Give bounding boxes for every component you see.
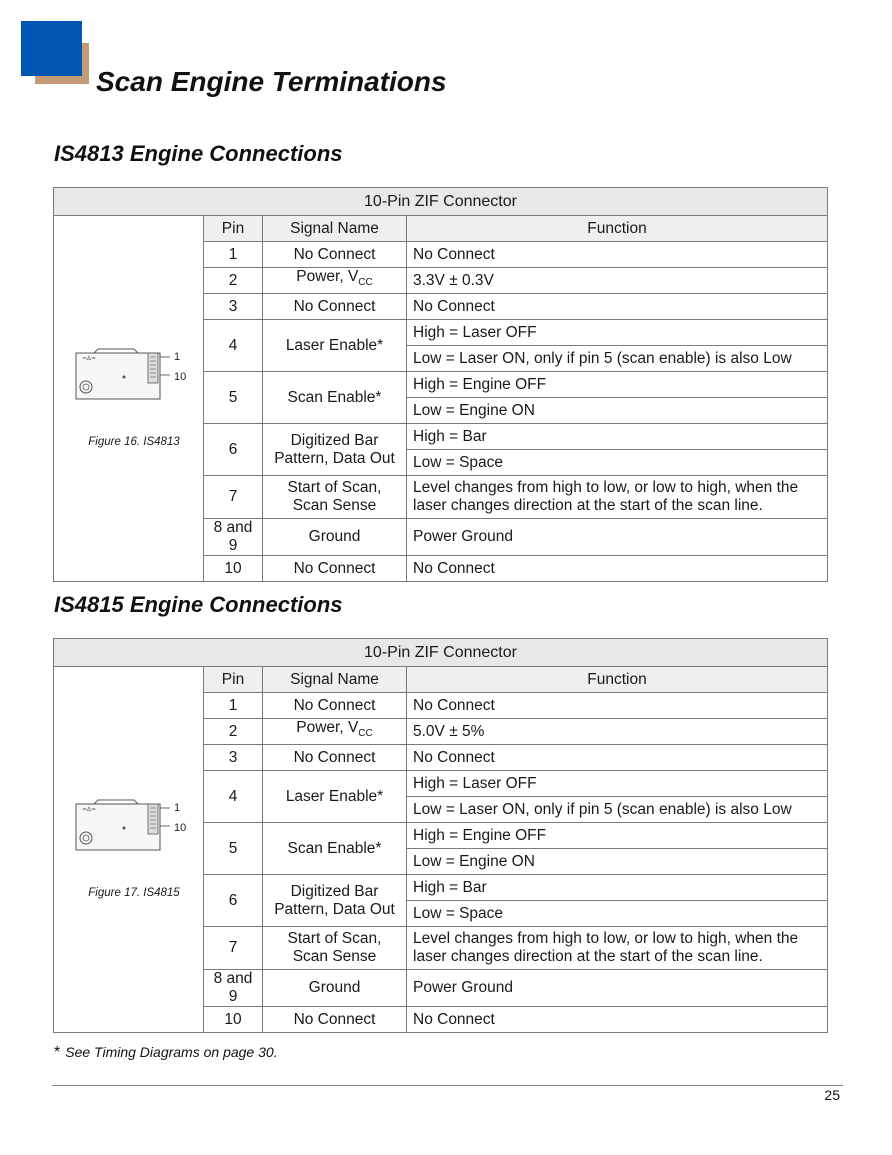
header-pin: Pin — [204, 667, 263, 693]
engine-figure-wrap — [60, 798, 208, 902]
signal-name-cell — [263, 875, 407, 927]
signal-name-cell — [263, 424, 407, 476]
signal-name-cell — [263, 294, 407, 320]
signal-name-text: No Connect — [293, 559, 376, 577]
signal-name-cell — [263, 1007, 407, 1033]
function-cell: High = Engine OFF — [407, 372, 828, 398]
table-caption-row — [54, 188, 828, 216]
pin-cell: 7 — [204, 476, 263, 519]
logo-blue-block — [21, 21, 82, 76]
engine-figure — [54, 667, 204, 1033]
pin-cell: 2 — [204, 719, 263, 745]
figure-pin-label-last: 10 — [174, 821, 187, 834]
function-cell: High = Laser OFF — [407, 320, 828, 346]
pin-cell: 2 — [204, 268, 263, 294]
signal-name-cell — [263, 970, 407, 1007]
header-function: Function — [407, 216, 828, 242]
signal-name-text: Power, V — [296, 719, 359, 737]
section-title-is4815: IS4815 Engine Connections — [54, 592, 343, 617]
signal-name-text: Scan Enable* — [287, 839, 382, 857]
engine-figure-wrap — [60, 347, 208, 451]
page-number: 25 — [824, 1087, 840, 1103]
pin-cell: 8 and 9 — [204, 519, 263, 556]
function-cell: Power Ground — [407, 970, 828, 1007]
page-title: Scan Engine Terminations — [96, 66, 447, 97]
function-cell: Level changes from high to low, or low to high, when the laser changes direction at the start of the scan line. — [407, 476, 828, 519]
footer-rule — [52, 1085, 843, 1086]
header-signal-name: Signal Name — [263, 216, 407, 242]
signal-name-text: No Connect — [293, 696, 376, 714]
table-header-row — [54, 216, 828, 242]
pin-cell: 4 — [204, 320, 263, 372]
figure-caption: Figure 16. IS4813 — [88, 435, 180, 448]
svg-text:≈∆≈: ≈∆≈ — [82, 354, 97, 362]
signal-name-cell — [263, 268, 407, 294]
table-caption-row — [54, 639, 828, 667]
connector-table-is4813 — [53, 187, 828, 582]
signal-name-cell — [263, 693, 407, 719]
pin-cell: 6 — [204, 875, 263, 927]
function-cell: Low = Laser ON, only if pin 5 (scan enable) is also Low — [407, 797, 828, 823]
signal-name-text: Digitized Bar Pattern, Data Out — [274, 431, 395, 467]
function-cell: Level changes from high to low, or low to high, when the laser changes direction at the start of the scan line. — [407, 927, 828, 970]
signal-name-text: Scan Enable* — [287, 388, 382, 406]
signal-name-cell — [263, 242, 407, 268]
scan-engine-drawing — [74, 347, 194, 403]
signal-name-text: No Connect — [293, 245, 376, 263]
signal-name-text: Digitized Bar Pattern, Data Out — [274, 882, 395, 918]
pin-cell: 4 — [204, 771, 263, 823]
function-cell: No Connect — [407, 242, 828, 268]
figure-pin-label-first: 1 — [174, 801, 181, 814]
header-pin: Pin — [204, 216, 263, 242]
signal-name-cell — [263, 476, 407, 519]
figure-caption: Figure 17. IS4815 — [88, 886, 180, 899]
pin-cell: 10 — [204, 1007, 263, 1033]
function-cell: Low = Laser ON, only if pin 5 (scan enable) is also Low — [407, 346, 828, 372]
function-cell: No Connect — [407, 556, 828, 582]
pin-cell: 5 — [204, 823, 263, 875]
signal-name-cell — [263, 556, 407, 582]
function-cell: Power Ground — [407, 519, 828, 556]
pin-cell: 1 — [204, 693, 263, 719]
pin-cell: 3 — [204, 294, 263, 320]
signal-name-cell — [263, 745, 407, 771]
function-cell: High = Engine OFF — [407, 823, 828, 849]
signal-name-text: No Connect — [293, 297, 376, 315]
function-cell: High = Laser OFF — [407, 771, 828, 797]
function-cell: High = Bar — [407, 875, 828, 901]
pin-cell: 1 — [204, 242, 263, 268]
signal-name-cell — [263, 927, 407, 970]
function-cell: Low = Engine ON — [407, 398, 828, 424]
svg-text:≈∆≈: ≈∆≈ — [82, 805, 97, 813]
function-cell: Low = Space — [407, 450, 828, 476]
signal-name-cell — [263, 719, 407, 745]
signal-name-text: Start of Scan, Scan Sense — [287, 479, 382, 514]
brand-logo — [21, 21, 91, 87]
function-cell: 5.0V ± 5% — [407, 719, 828, 745]
signal-name-cell — [263, 320, 407, 372]
table-header-row — [54, 667, 828, 693]
function-cell: No Connect — [407, 693, 828, 719]
section-title-is4813: IS4813 Engine Connections — [54, 141, 343, 166]
header-signal-name: Signal Name — [263, 667, 407, 693]
signal-name-text: Laser Enable* — [285, 336, 384, 354]
function-cell: 3.3V ± 0.3V — [407, 268, 828, 294]
signal-name-text: Start of Scan, Scan Sense — [287, 930, 382, 965]
signal-name-text: Laser Enable* — [285, 787, 384, 805]
signal-name-text: Ground — [308, 979, 361, 996]
header-function: Function — [407, 667, 828, 693]
engine-figure — [54, 216, 204, 582]
pin-cell: 6 — [204, 424, 263, 476]
signal-name-subscript: CC — [358, 277, 373, 289]
signal-name-text: Ground — [308, 528, 361, 545]
table-caption: 10-Pin ZIF Connector — [54, 639, 828, 667]
signal-name-cell — [263, 519, 407, 556]
figure-pin-label-first: 1 — [174, 350, 181, 363]
pin-cell: 10 — [204, 556, 263, 582]
signal-name-cell — [263, 372, 407, 424]
signal-name-text: No Connect — [293, 748, 376, 766]
figure-pin-label-last: 10 — [174, 370, 187, 383]
signal-name-text: No Connect — [293, 1010, 376, 1028]
signal-name-subscript: CC — [358, 728, 373, 740]
footnote-text: See Timing Diagrams on page 30. — [65, 1044, 278, 1060]
pin-cell: 7 — [204, 927, 263, 970]
function-cell: High = Bar — [407, 424, 828, 450]
signal-name-text: Power, V — [296, 268, 359, 286]
pin-cell: 3 — [204, 745, 263, 771]
scan-engine-drawing — [74, 798, 194, 854]
signal-name-cell — [263, 771, 407, 823]
footnote-star: * — [54, 1044, 61, 1061]
pin-cell: 8 and 9 — [204, 970, 263, 1007]
footnote — [54, 1044, 278, 1062]
signal-name-cell — [263, 823, 407, 875]
function-cell: No Connect — [407, 1007, 828, 1033]
function-cell: Low = Engine ON — [407, 849, 828, 875]
table-caption: 10-Pin ZIF Connector — [54, 188, 828, 216]
function-cell: Low = Space — [407, 901, 828, 927]
function-cell: No Connect — [407, 745, 828, 771]
function-cell: No Connect — [407, 294, 828, 320]
pin-cell: 5 — [204, 372, 263, 424]
connector-table-is4815 — [53, 638, 828, 1033]
